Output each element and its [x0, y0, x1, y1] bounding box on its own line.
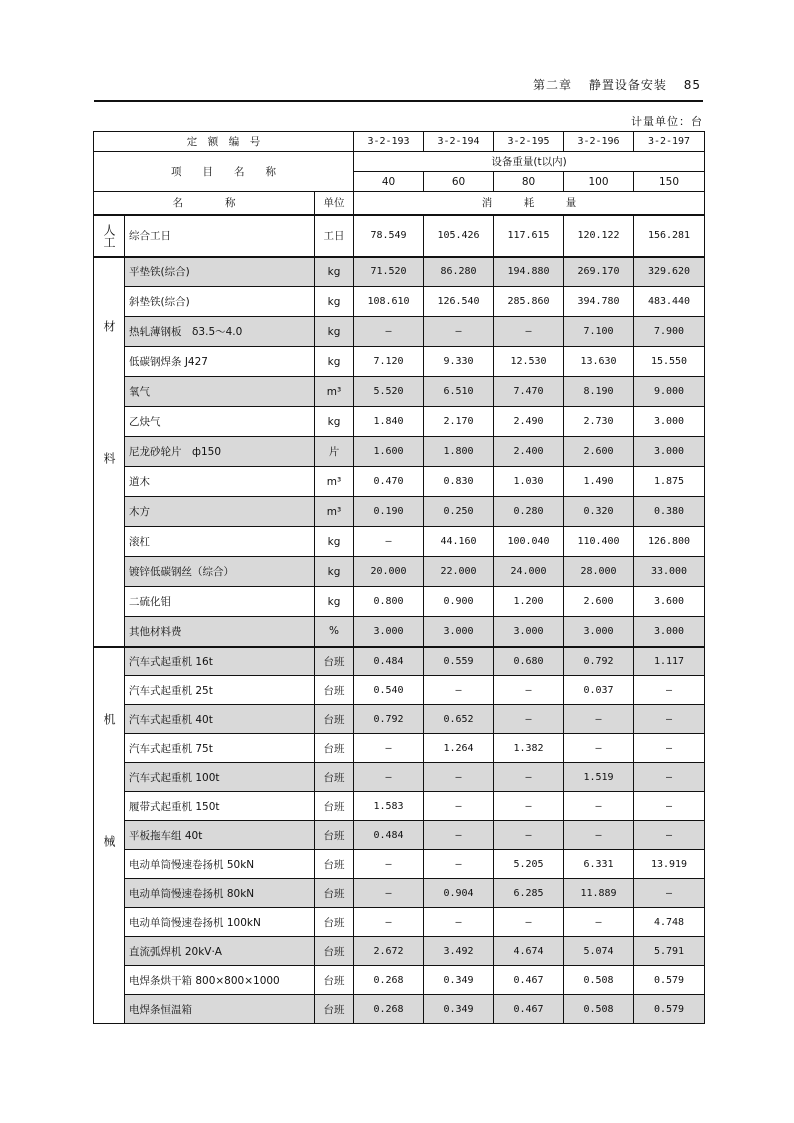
consumption-value: 0.800 — [354, 587, 424, 617]
consumption-value: 5.074 — [564, 937, 634, 966]
item-unit: 台班 — [315, 850, 354, 879]
consumption-value: 100.040 — [494, 527, 564, 557]
item-unit: m³ — [315, 377, 354, 407]
consumption-value: 483.440 — [634, 287, 705, 317]
consumption-value: 3.000 — [354, 617, 424, 647]
consumption-value: 7.900 — [634, 317, 705, 347]
consumption-value: 0.349 — [424, 995, 494, 1024]
table-row — [94, 676, 705, 705]
consumption-value: 8.190 — [564, 377, 634, 407]
table-row — [94, 966, 705, 995]
item-unit: 台班 — [315, 966, 354, 995]
consumption-value: 126.800 — [634, 527, 705, 557]
consumption-value: — — [424, 850, 494, 879]
consumption-value: 5.520 — [354, 377, 424, 407]
unit-column-header: 单位 — [315, 192, 354, 215]
table-row — [94, 734, 705, 763]
item-unit: 台班 — [315, 879, 354, 908]
weight-label: 设备重量(t以内) — [354, 152, 705, 172]
consumption-value: 0.680 — [494, 647, 564, 676]
consumption-value: 1.600 — [354, 437, 424, 467]
consumption-value: 1.840 — [354, 407, 424, 437]
consumption-value: — — [354, 527, 424, 557]
consumption-value: 1.583 — [354, 792, 424, 821]
consumption-value: 1.264 — [424, 734, 494, 763]
consumption-value: 0.540 — [354, 676, 424, 705]
quota-number: 3-2-195 — [494, 132, 564, 152]
table-row — [94, 850, 705, 879]
item-unit: 台班 — [315, 792, 354, 821]
item-name: 乙炔气 — [125, 407, 315, 437]
consumption-value: 44.160 — [424, 527, 494, 557]
category-machinery: 机械 — [94, 647, 125, 1024]
item-name: 电焊条恒温箱 — [125, 995, 315, 1024]
consumption-value: 7.120 — [354, 347, 424, 377]
item-unit: m³ — [315, 467, 354, 497]
item-unit: kg — [315, 587, 354, 617]
consumption-value: — — [494, 792, 564, 821]
item-name: 平垫铁(综合) — [125, 257, 315, 287]
item-name: 直流弧焊机 20kV·A — [125, 937, 315, 966]
weight-value: 150 — [634, 172, 705, 192]
table-row — [94, 557, 705, 587]
item-name: 道木 — [125, 467, 315, 497]
consumption-value: 0.484 — [354, 647, 424, 676]
item-name: 汽车式起重机 16t — [125, 647, 315, 676]
consumption-value: 0.349 — [424, 966, 494, 995]
table-row — [94, 437, 705, 467]
consumption-value: — — [634, 705, 705, 734]
consumption-value: 2.730 — [564, 407, 634, 437]
weight-value: 60 — [424, 172, 494, 192]
consumption-value: 0.470 — [354, 467, 424, 497]
consumption-value: — — [494, 763, 564, 792]
page-header — [94, 74, 703, 102]
item-unit: kg — [315, 407, 354, 437]
section-title: 静置设备安装 — [588, 78, 667, 92]
consumption-value: 1.030 — [494, 467, 564, 497]
consumption-value: 0.652 — [424, 705, 494, 734]
item-unit: 台班 — [315, 937, 354, 966]
consumption-value: — — [634, 676, 705, 705]
consumption-value: 105.426 — [424, 215, 494, 257]
quota-number: 3-2-194 — [424, 132, 494, 152]
table-row — [94, 879, 705, 908]
quota-number: 3-2-193 — [354, 132, 424, 152]
consumption-value: 24.000 — [494, 557, 564, 587]
consumption-value: 0.268 — [354, 995, 424, 1024]
item-unit: 台班 — [315, 763, 354, 792]
consumption-value: 7.100 — [564, 317, 634, 347]
item-name-row — [94, 152, 705, 172]
category-materials: 材料 — [94, 257, 125, 647]
category-labor: 人工 — [94, 215, 125, 257]
table-row — [94, 792, 705, 821]
consumption-value: 110.400 — [564, 527, 634, 557]
item-unit: m³ — [315, 497, 354, 527]
table-row — [94, 287, 705, 317]
item-name: 汽车式起重机 25t — [125, 676, 315, 705]
consumption-value: 20.000 — [354, 557, 424, 587]
consumption-value: 15.550 — [634, 347, 705, 377]
consumption-value: 1.117 — [634, 647, 705, 676]
consumption-value: 194.880 — [494, 257, 564, 287]
quota-table — [93, 131, 705, 1024]
consumption-value: 3.600 — [634, 587, 705, 617]
item-name: 电动单筒慢速卷扬机 80kN — [125, 879, 315, 908]
table-row — [94, 908, 705, 937]
consumption-value: — — [634, 792, 705, 821]
consumption-value: 156.281 — [634, 215, 705, 257]
consumption-value: 0.190 — [354, 497, 424, 527]
consumption-value: — — [564, 821, 634, 850]
consumption-value: 0.579 — [634, 995, 705, 1024]
table-row — [94, 497, 705, 527]
table-row — [94, 257, 705, 287]
table-row — [94, 705, 705, 734]
item-label: 项 目 名 称 — [94, 152, 354, 192]
consumption-value: 0.467 — [494, 995, 564, 1024]
table-row — [94, 215, 705, 257]
consumption-value: — — [424, 317, 494, 347]
consumption-value: — — [494, 908, 564, 937]
consumption-value: 71.520 — [354, 257, 424, 287]
table-row — [94, 995, 705, 1024]
weight-value: 40 — [354, 172, 424, 192]
consumption-value: — — [564, 792, 634, 821]
consumption-value: 0.900 — [424, 587, 494, 617]
consumption-value: 78.549 — [354, 215, 424, 257]
consumption-value: 28.000 — [564, 557, 634, 587]
consumption-value: 6.510 — [424, 377, 494, 407]
consumption-value: 0.559 — [424, 647, 494, 676]
column-header-row — [94, 192, 705, 215]
consumption-value: 3.000 — [634, 437, 705, 467]
quota-number: 3-2-196 — [564, 132, 634, 152]
consumption-value: — — [424, 908, 494, 937]
table-row — [94, 377, 705, 407]
consumption-value: 3.000 — [634, 617, 705, 647]
consumption-value: 269.170 — [564, 257, 634, 287]
consumption-value: — — [634, 734, 705, 763]
consumption-value: 12.530 — [494, 347, 564, 377]
consumption-value: 108.610 — [354, 287, 424, 317]
consumption-value: 1.875 — [634, 467, 705, 497]
table-row — [94, 527, 705, 557]
item-unit: kg — [315, 257, 354, 287]
item-name: 汽车式起重机 100t — [125, 763, 315, 792]
table-row — [94, 821, 705, 850]
consumption-value: — — [354, 908, 424, 937]
item-unit: kg — [315, 317, 354, 347]
consumption-value: — — [424, 763, 494, 792]
table-row — [94, 617, 705, 647]
consumption-value: 9.330 — [424, 347, 494, 377]
consumption-value: 2.400 — [494, 437, 564, 467]
item-unit: kg — [315, 527, 354, 557]
consumption-value: 0.508 — [564, 995, 634, 1024]
item-name: 平板拖车组 40t — [125, 821, 315, 850]
consumption-value: 33.000 — [634, 557, 705, 587]
item-name: 热轧薄钢板 δ3.5～4.0 — [125, 317, 315, 347]
consumption-value: — — [494, 676, 564, 705]
consumption-value: 0.037 — [564, 676, 634, 705]
item-name: 低碳钢焊条 J427 — [125, 347, 315, 377]
consumption-value: — — [494, 317, 564, 347]
consumption-value: — — [564, 734, 634, 763]
consumption-value: 3.492 — [424, 937, 494, 966]
item-name: 汽车式起重机 40t — [125, 705, 315, 734]
consumption-value: — — [354, 317, 424, 347]
item-name: 木方 — [125, 497, 315, 527]
consumption-header: 消 耗 量 — [354, 192, 705, 215]
consumption-value: 0.904 — [424, 879, 494, 908]
consumption-value: 329.620 — [634, 257, 705, 287]
page-number: 85 — [683, 78, 701, 92]
consumption-value: 86.280 — [424, 257, 494, 287]
consumption-value: 0.380 — [634, 497, 705, 527]
consumption-value: 0.268 — [354, 966, 424, 995]
consumption-value: 0.579 — [634, 966, 705, 995]
weight-value: 80 — [494, 172, 564, 192]
item-unit: % — [315, 617, 354, 647]
table-row — [94, 937, 705, 966]
consumption-value: 0.484 — [354, 821, 424, 850]
item-unit: 台班 — [315, 908, 354, 937]
consumption-value: 1.200 — [494, 587, 564, 617]
chapter-label: 第二章 — [533, 78, 573, 92]
consumption-value: 3.000 — [564, 617, 634, 647]
consumption-value: 3.000 — [424, 617, 494, 647]
consumption-value: — — [354, 734, 424, 763]
consumption-value: 0.467 — [494, 966, 564, 995]
consumption-value: 3.000 — [494, 617, 564, 647]
name-column-header: 名 称 — [94, 192, 315, 215]
consumption-value: 0.508 — [564, 966, 634, 995]
consumption-value: 3.000 — [634, 407, 705, 437]
consumption-value: 5.791 — [634, 937, 705, 966]
consumption-value: 394.780 — [564, 287, 634, 317]
table-row — [94, 347, 705, 377]
weight-value: 100 — [564, 172, 634, 192]
item-name: 综合工日 — [125, 215, 315, 257]
item-name: 履带式起重机 150t — [125, 792, 315, 821]
item-unit: 台班 — [315, 821, 354, 850]
consumption-value: 117.615 — [494, 215, 564, 257]
consumption-value: 0.792 — [564, 647, 634, 676]
consumption-value: 9.000 — [634, 377, 705, 407]
item-unit: kg — [315, 287, 354, 317]
consumption-value: — — [634, 879, 705, 908]
item-name: 电焊条烘干箱 800×800×1000 — [125, 966, 315, 995]
table-row — [94, 467, 705, 497]
item-name: 氧气 — [125, 377, 315, 407]
table-row — [94, 407, 705, 437]
item-name: 滚杠 — [125, 527, 315, 557]
consumption-value: 126.540 — [424, 287, 494, 317]
consumption-value: — — [354, 879, 424, 908]
item-unit: 台班 — [315, 995, 354, 1024]
consumption-value: 2.170 — [424, 407, 494, 437]
consumption-value: 7.470 — [494, 377, 564, 407]
consumption-value: 0.830 — [424, 467, 494, 497]
consumption-value: — — [424, 792, 494, 821]
consumption-value: 2.600 — [564, 587, 634, 617]
consumption-value: 0.280 — [494, 497, 564, 527]
consumption-value: — — [564, 705, 634, 734]
quota-label: 定 额 编 号 — [94, 132, 354, 152]
consumption-value: 1.382 — [494, 734, 564, 763]
item-name: 镀锌低碳钢丝（综合） — [125, 557, 315, 587]
table-row — [94, 763, 705, 792]
consumption-value: 1.519 — [564, 763, 634, 792]
item-unit: 台班 — [315, 676, 354, 705]
consumption-value: — — [634, 821, 705, 850]
consumption-value: 0.320 — [564, 497, 634, 527]
item-unit: kg — [315, 557, 354, 587]
consumption-value: 4.748 — [634, 908, 705, 937]
item-unit: 工日 — [315, 215, 354, 257]
quota-number-row — [94, 132, 705, 152]
consumption-value: — — [424, 821, 494, 850]
consumption-value: 22.000 — [424, 557, 494, 587]
quota-number: 3-2-197 — [634, 132, 705, 152]
consumption-value: 120.122 — [564, 215, 634, 257]
consumption-value: 11.889 — [564, 879, 634, 908]
table-row — [94, 317, 705, 347]
consumption-value: 5.205 — [494, 850, 564, 879]
item-unit: kg — [315, 347, 354, 377]
consumption-value: 1.800 — [424, 437, 494, 467]
consumption-value: 0.250 — [424, 497, 494, 527]
item-name: 汽车式起重机 75t — [125, 734, 315, 763]
consumption-value: — — [424, 676, 494, 705]
consumption-value: — — [354, 763, 424, 792]
consumption-value: 13.919 — [634, 850, 705, 879]
item-name: 尼龙砂轮片 ф150 — [125, 437, 315, 467]
item-unit: 片 — [315, 437, 354, 467]
item-name: 电动单筒慢速卷扬机 100kN — [125, 908, 315, 937]
consumption-value: 4.674 — [494, 937, 564, 966]
table-row — [94, 587, 705, 617]
unit-note: 计量单位：台 — [631, 115, 703, 128]
item-name: 二硫化钼 — [125, 587, 315, 617]
consumption-value: — — [494, 821, 564, 850]
consumption-value: 2.672 — [354, 937, 424, 966]
item-name: 电动单筒慢速卷扬机 50kN — [125, 850, 315, 879]
consumption-value: 0.792 — [354, 705, 424, 734]
consumption-value: 1.490 — [564, 467, 634, 497]
consumption-value: — — [564, 908, 634, 937]
table-row — [94, 647, 705, 676]
item-unit: 台班 — [315, 647, 354, 676]
consumption-value: — — [634, 763, 705, 792]
consumption-value: 6.285 — [494, 879, 564, 908]
item-name: 其他材料费 — [125, 617, 315, 647]
item-unit: 台班 — [315, 705, 354, 734]
consumption-value: — — [354, 850, 424, 879]
consumption-value: 2.490 — [494, 407, 564, 437]
consumption-value: 13.630 — [564, 347, 634, 377]
consumption-value: 6.331 — [564, 850, 634, 879]
consumption-value: 2.600 — [564, 437, 634, 467]
consumption-value: — — [494, 705, 564, 734]
item-name: 斜垫铁(综合) — [125, 287, 315, 317]
item-unit: 台班 — [315, 734, 354, 763]
consumption-value: 285.860 — [494, 287, 564, 317]
